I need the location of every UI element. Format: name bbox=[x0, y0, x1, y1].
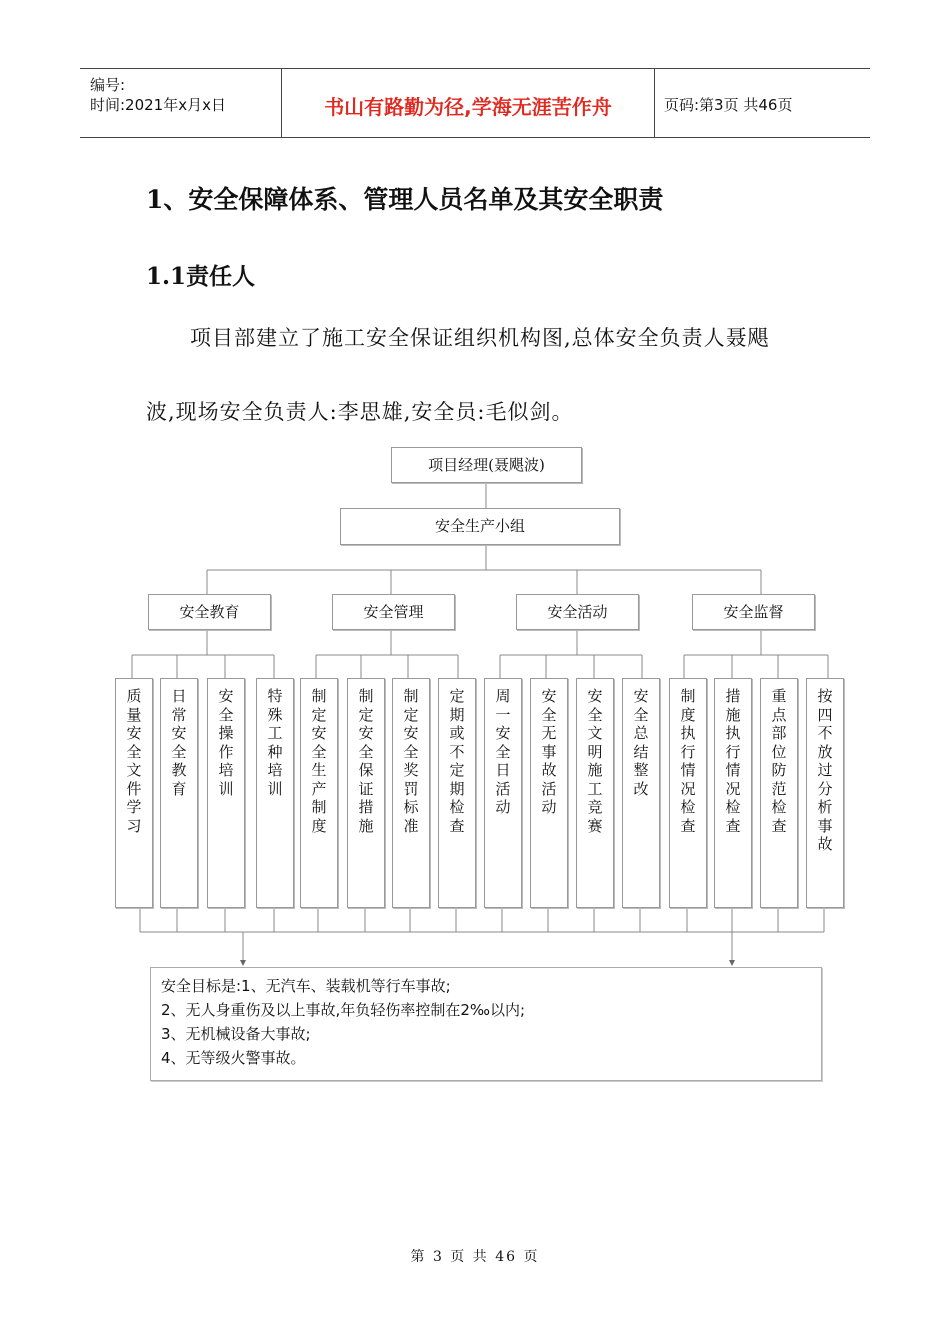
org-node-project-manager: 项目经理(聂飓波) bbox=[391, 447, 582, 483]
code-label: 编号: bbox=[90, 76, 126, 94]
org-leaf: 定期或不定期检查 bbox=[438, 678, 476, 908]
safety-goal-line: 4、无等级火警事故。 bbox=[161, 1049, 306, 1067]
org-leaf: 质量安全文件学习 bbox=[115, 678, 153, 908]
subsection-heading: 1.1责任人 bbox=[146, 263, 256, 290]
org-leaf: 制定安全奖罚标准 bbox=[392, 678, 430, 908]
org-leaf: 特殊工种培训 bbox=[256, 678, 294, 908]
org-leaf: 安全文明施工竞赛 bbox=[576, 678, 614, 908]
page-info: 页码:第3页 共46页 bbox=[664, 96, 793, 114]
org-leaf: 制定安全生产制度 bbox=[300, 678, 338, 908]
org-branch-management: 安全管理 bbox=[332, 594, 455, 630]
org-node-safety-group: 安全生产小组 bbox=[340, 508, 620, 545]
org-leaf: 日常安全教育 bbox=[160, 678, 198, 908]
safety-goals-box bbox=[150, 967, 822, 1081]
org-leaf: 制度执行情况检查 bbox=[669, 678, 707, 908]
org-leaf: 安全操作培训 bbox=[207, 678, 245, 908]
safety-goal-line: 安全目标是:1、无汽车、装载机等行车事故; bbox=[161, 977, 451, 995]
section-heading: 1、安全保障体系、管理人员名单及其安全职责 bbox=[146, 185, 664, 214]
safety-goal-line: 2、无人身重伤及以上事故,年负轻伤率控制在2‰以内; bbox=[161, 1001, 526, 1019]
paragraph-line-1: 项目部建立了施工安全保证组织机构图,总体安全负责人聂飓 bbox=[190, 326, 770, 350]
org-branch-supervision: 安全监督 bbox=[692, 594, 815, 630]
page-footer: 第 3 页 共 46 页 bbox=[410, 1249, 540, 1265]
safety-goal-line: 3、无机械设备大事故; bbox=[161, 1025, 311, 1043]
paragraph-line-2: 波,现场安全负责人:李思雄,安全员:毛似剑。 bbox=[146, 400, 574, 424]
org-leaf: 按四不放过分析事故 bbox=[806, 678, 844, 908]
org-leaf: 重点部位防范检查 bbox=[760, 678, 798, 908]
time-label: 时间:2021年x月x日 bbox=[90, 96, 226, 114]
org-leaf: 制定安全保证措施 bbox=[347, 678, 385, 908]
org-leaf: 措施执行情况检查 bbox=[714, 678, 752, 908]
org-branch-education: 安全教育 bbox=[148, 594, 271, 630]
org-leaf: 安全总结整改 bbox=[622, 678, 660, 908]
org-branch-activities: 安全活动 bbox=[516, 594, 639, 630]
org-leaf: 安全无事故活动 bbox=[530, 678, 568, 908]
org-leaf: 周一安全日活动 bbox=[484, 678, 522, 908]
header-motto: 书山有路勤为径,学海无涯苦作舟 bbox=[324, 95, 612, 119]
